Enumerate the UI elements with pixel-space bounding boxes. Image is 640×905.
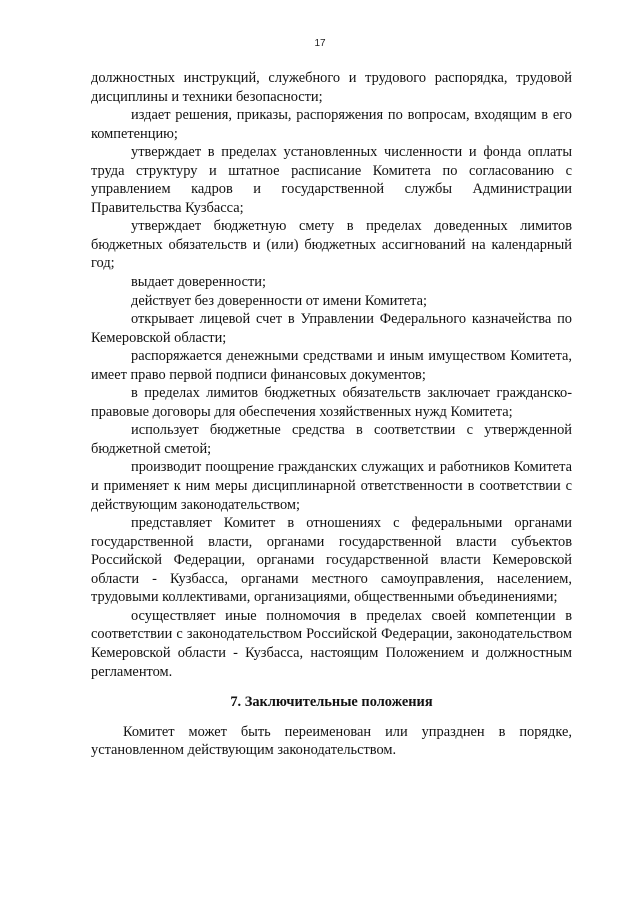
paragraph-power-of-attorney: выдает доверенности;: [131, 274, 266, 291]
paragraph-acts-without-attorney: действует без доверенности от имени Комитета;: [131, 292, 427, 309]
paragraph-structure: утверждает в пределах установленных численности и фонда оплаты труда структуру и штатное расписание Комитета по согласованию с управлением кадров и государственной службы Администрации Правительства Кузбасса;: [91, 144, 572, 216]
paragraph-personal-account: открывает лицевой счет в Управлении Федерального казначейства по Кемеровской области;: [91, 311, 572, 346]
paragraph-funds: распоряжается денежными средствами и иным имуществом Комитета, имеет право первой подписи финансовых документов;: [91, 348, 572, 383]
page-number: 17: [314, 38, 326, 49]
document-body: [91, 69, 572, 760]
paragraph-other-powers: осуществляет иные полномочия в пределах своей компетенции в соответствии с законодательством Российской Федерации, законодательством Кемеровской области - Кузбасса, настоящим Положением и должностным регламентом.: [91, 607, 572, 680]
paragraph-continuation: должностных инструкций, служебного и трудового распорядка, трудовой дисциплины и техники безопасности;: [91, 70, 572, 105]
paragraph-representation: представляет Комитет в отношениях с федеральными органами государственной власти, органами государственной власти субъектов Российской Федерации, органами государственной власти Кемеровской области - Кузбасса, органами местного самоуправления, населением, трудовыми коллективами, организациями, общественными объединениями;: [91, 515, 572, 606]
paragraph-contracts: в пределах лимитов бюджетных обязательств заключает гражданско-правовые договоры для обеспечения хозяйственных нужд Комитета;: [91, 385, 572, 420]
paragraph-incentives: производит поощрение гражданских служащих и работников Комитета и применяет к ним меры дисциплинарной ответственности в соответствии с действующим законодательством;: [91, 459, 572, 513]
paragraph-final: Комитет может быть переименован или упразднен в порядке, установленном действующим законодательством.: [91, 723, 572, 759]
section-title: 7. Заключительные положения: [230, 694, 433, 711]
paragraph-budget-estimate: утверждает бюджетную смету в пределах доведенных лимитов бюджетных обязательств и (или) бюджетных ассигнований на календарный год;: [91, 218, 572, 272]
paragraph-decisions: издает решения, приказы, распоряжения по вопросам, входящим в его компетенцию;: [91, 107, 572, 142]
paragraph-budget-funds: использует бюджетные средства в соответствии с утвержденной бюджетной сметой;: [91, 422, 572, 457]
